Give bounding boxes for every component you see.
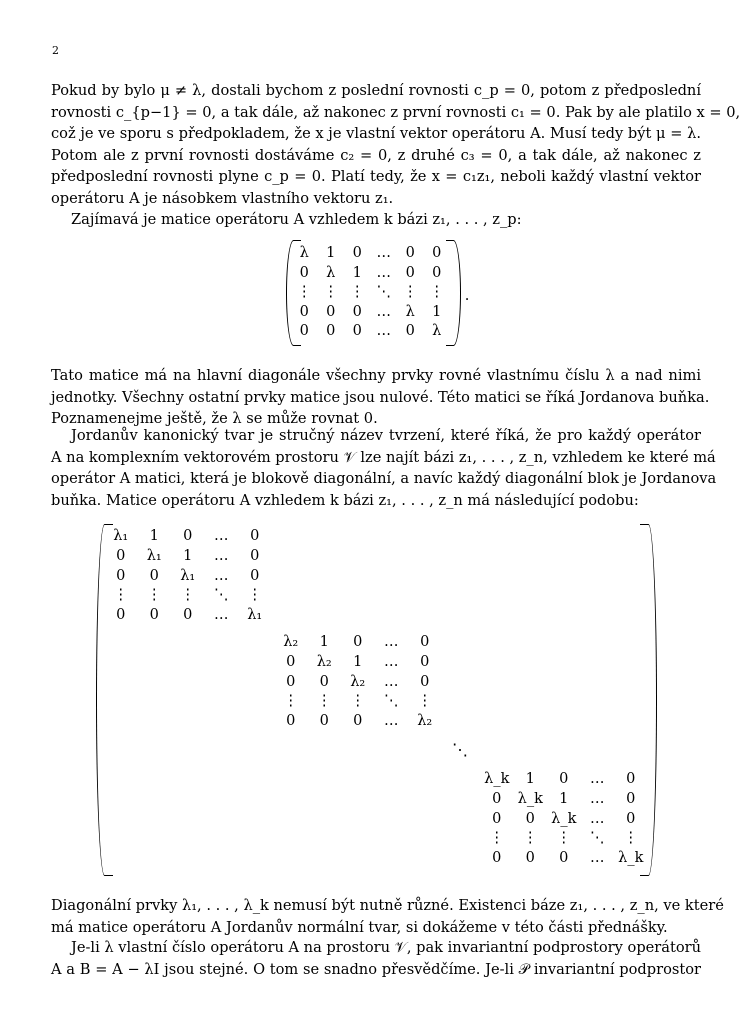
matrix-entry: 0 [420,653,430,670]
paragraph-4 [51,425,717,511]
matrix-entry: … [590,771,605,787]
matrix-entry: λ_k [484,771,510,787]
matrix-entry: … [214,607,229,624]
matrix-entry: ⋮ [283,693,298,710]
paragraph-3 [51,365,710,430]
matrix-entry: 0 [525,810,535,827]
matrix-entry: λ [432,323,442,339]
diagonal-dots: ⋱ [452,740,468,759]
matrix-entry: ⋱ [384,693,399,710]
text-line: operátor A matici, která je blokově diagonální, a navíc každý diagonální blok je Jordanova [51,470,717,487]
matrix-entry: … [376,264,391,281]
matrix-entry: λ [299,245,309,261]
text-line: buňka. Matice operátoru A vzhledem k bázi z₁, . . . , z_n má následující podobu: [51,491,639,509]
matrix-entry: 0 [353,713,363,730]
matrix-entry: 0 [626,790,636,807]
matrix-entry: 0 [492,810,502,827]
matrix-entry: 0 [626,771,636,787]
matrix-entry: … [590,790,605,807]
matrix-entry: … [590,810,605,827]
text-line: má matice operátoru A Jordanův normální tvar, si dokážeme v této části přednášky. [51,918,668,936]
matrix-entry: ⋮ [113,587,128,604]
matrix-entry: ⋮ [350,693,365,710]
matrix-entry: λ_k [618,850,644,867]
matrix-entry: ⋱ [214,587,229,604]
matrix-entry: 1 [326,245,336,261]
text-line: A a B = A − λI jsou stejné. O tom se snadno přesvědčíme. Je-li 𝒫 invariantní podprostor [51,960,701,978]
matrix-entry: ⋱ [590,830,605,847]
matrix-entry: λ₁ [113,528,129,544]
matrix-entry: 0 [326,323,336,339]
matrix-entry: ⋮ [247,587,262,604]
matrix-entry: 0 [250,547,260,564]
text-line: A na komplexním vektorovém prostoru 𝒱 lze najít bázi z₁, . . . , z_n, vzhledem ke které má [51,448,716,466]
matrix-entry: 0 [353,634,363,650]
matrix-entry: … [590,850,605,867]
matrix-entry: 0 [149,567,159,584]
matrix-entry: λ_k [551,810,577,827]
text-line: Poznamenejme ještě, že λ se může rovnat 0. [51,410,378,427]
paragraph-5 [51,895,724,938]
text-line: rovnosti c_{p−1} = 0, a tak dále, až nakonec z první rovnosti c₁ = 0. Pak by ale platilo x = 0, [51,103,741,121]
matrix-entry: 1 [352,264,362,281]
matrix-entry: 0 [319,673,329,690]
matrix-entry: 0 [299,323,309,339]
matrix-entry: λ₁ [180,567,196,584]
matrix-entry: … [384,673,399,690]
matrix-entry: 0 [149,607,159,624]
matrix-entry: 0 [352,245,362,261]
matrix-entry: 0 [432,245,442,261]
matrix-entry: 0 [352,323,362,339]
matrix-entry: 0 [183,607,193,624]
matrix-entry: ⋮ [556,830,571,847]
matrix-entry: 1 [432,303,442,320]
matrix-entry: … [384,653,399,670]
matrix-entry: … [214,528,229,544]
matrix-entry: 1 [525,771,535,787]
matrix-entry: 1 [183,547,193,564]
paragraph-2 [51,209,701,231]
paragraph-6 [51,937,701,980]
matrix-entry: 0 [352,303,362,320]
matrix-entry: 0 [492,790,502,807]
matrix-entry: 0 [420,673,430,690]
matrix-entry: 0 [116,607,126,624]
matrix-entry: ⋮ [489,830,504,847]
text-line: Je-li λ vlastní číslo operátoru A na prostoru 𝒱, pak invariantní podprostory operátorů [71,939,701,956]
matrix-entry: 0 [116,547,126,564]
text-line: Potom ale z první rovnosti dostáváme c₂ = 0, z druhé c₃ = 0, a tak dále, až nakonec z [51,146,701,164]
matrix-entry: … [214,547,229,564]
matrix-entry: 0 [405,264,415,281]
matrix-entry: ⋮ [297,284,312,300]
matrix-entry: 0 [432,264,442,281]
matrix-entry: 0 [286,713,296,730]
text-line: Diagonální prvky λ₁, . . . , λ_k nemusí být nutně různé. Existenci báze z₁, . . . , z_n, ve které [51,897,724,914]
matrix-entry: 0 [250,567,260,584]
matrix-entry: 0 [525,850,535,867]
matrix-entry: 0 [286,653,296,670]
matrix-entry: … [384,634,399,650]
matrix-entry: ⋮ [403,284,418,300]
matrix-entry: 0 [559,850,569,867]
text-line: jednotky. Všechny ostatní prvky matice jsou nulové. Této matici se říká Jordanova buňka. [51,388,710,406]
matrix-entry: 0 [299,303,309,320]
matrix-entry: λ [326,264,336,281]
matrix-entry: 1 [149,528,159,544]
trailing-period: . [464,288,470,304]
matrix-entry: ⋮ [523,830,538,847]
page-number: 2 [52,44,59,57]
matrix-entry: 1 [319,634,329,650]
matrix-entry: … [384,713,399,730]
matrix-entry: … [376,303,391,320]
matrix-entry: λ₂ [283,634,299,650]
matrix-entry: … [376,245,391,261]
matrix-entry: 0 [626,810,636,827]
text-line: což je ve sporu s předpokladem, že x je vlastní vektor operátoru A. Musí tedy být μ = λ. [51,125,701,142]
matrix-entry: … [214,567,229,584]
matrix-entry: λ₂ [350,673,366,690]
matrix-entry: 0 [183,528,193,544]
matrix-entry: λ₂ [316,653,332,670]
text-line: operátoru A je násobkem vlastního vektoru z₁. [51,189,394,207]
matrix-entry: ⋮ [350,284,365,300]
matrix-entry: ⋮ [323,284,338,300]
matrix-entry: 0 [286,673,296,690]
matrix-entry: ⋮ [429,284,444,300]
matrix-entry: … [376,323,391,339]
matrix-entry: ⋮ [317,693,332,710]
matrix-entry: λ [405,303,415,320]
matrix-entry: 1 [559,790,569,807]
matrix-entry: λ₂ [417,713,433,730]
text-line: Pokud by bylo μ ≠ λ, dostali bychom z poslední rovnosti c_p = 0, potom z předposlední [51,82,701,99]
text-line: Tato matice má na hlavní diagonále všechny prvky rovné vlastnímu číslu λ a nad nimi [51,367,701,384]
matrix-entry: ⋮ [623,830,638,847]
matrix-entry: 0 [405,245,415,261]
matrix-entry: ⋮ [147,587,162,604]
matrix-entry: λ_k [517,790,543,807]
matrix-entry: 0 [405,323,415,339]
matrix-entry: λ₁ [247,607,263,624]
matrix-entry: 0 [492,850,502,867]
matrix-entry: 0 [319,713,329,730]
text-line: Zajímavá je matice operátoru A vzhledem k bázi z₁, . . . , z_p: [71,211,522,228]
text-line: Jordanův kanonický tvar je stručný název tvrzení, které říká, že pro každý operátor [71,427,701,444]
matrix-entry: 0 [116,567,126,584]
matrix-entry: ⋮ [417,693,432,710]
matrix-entry: 1 [353,653,363,670]
matrix-entry: ⋮ [180,587,195,604]
matrix-entry: 0 [299,264,309,281]
matrix-entry: 0 [250,528,260,544]
paragraph-1 [51,80,741,209]
text-line: předposlední rovnosti plyne c_p = 0. Platí tedy, že x = c₁z₁, neboli každý vlastní vektor [51,168,701,185]
matrix-entry: λ₁ [146,547,162,564]
matrix-entry: 0 [420,634,430,650]
matrix-entry: 0 [326,303,336,320]
matrix-entry: 0 [559,771,569,787]
matrix-entry: ⋱ [376,284,391,300]
